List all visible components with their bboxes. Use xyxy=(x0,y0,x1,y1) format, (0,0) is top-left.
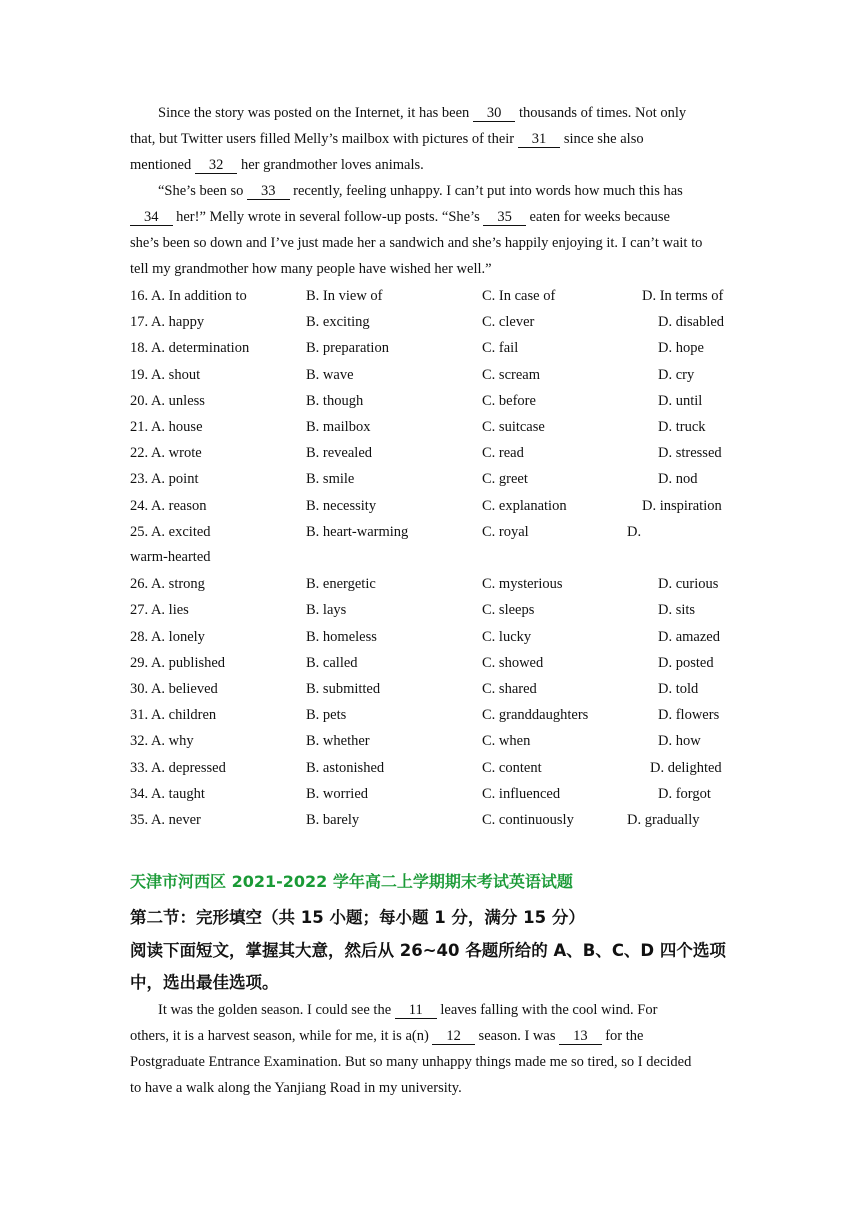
text-segment: that, but Twitter users filled Melly’s mailbox with pictures of their xyxy=(130,131,518,147)
option-d: D. gradually xyxy=(627,812,700,828)
option-d: D. xyxy=(627,523,642,540)
option-c: C. fail xyxy=(482,340,519,357)
passage-line xyxy=(130,262,492,277)
text-segment: others, it is a harvest season, while for me, it is a(n) xyxy=(130,1028,433,1044)
blank-30: 30 xyxy=(473,105,516,122)
passage-line xyxy=(130,1055,691,1070)
option-a: 17. A. happy xyxy=(130,314,205,331)
text-segment: “She’s been so xyxy=(158,183,247,199)
passage-line xyxy=(130,132,644,147)
text-segment: to have a walk along the Yanjiang Road in my university. xyxy=(130,1080,462,1096)
option-b: B. wave xyxy=(306,366,354,383)
option-b: B. In view of xyxy=(306,288,383,304)
option-d: D. curious xyxy=(658,576,719,593)
option-d: D. disabled xyxy=(658,314,725,331)
option-c: C. mysterious xyxy=(482,576,563,593)
text-segment: her!” Melly wrote in several follow-up posts. “She’s xyxy=(172,209,484,225)
text-segment: Since the story was posted on the Internet, it has been xyxy=(158,105,473,121)
section-instruction: 阅读下面短文，掌握其大意，然后从 26~40 各题所给的 A、B、C、D 四个选项 xyxy=(130,941,726,960)
option-a: 19. A. shout xyxy=(130,366,201,383)
option-a: 29. A. published xyxy=(130,654,226,671)
text-segment: since she also xyxy=(560,131,644,147)
option-c: C. when xyxy=(482,733,531,750)
option-a: 16. A. In addition to xyxy=(130,288,247,304)
option-b: B. whether xyxy=(306,733,370,750)
option-b: B. energetic xyxy=(306,576,376,593)
option-a: 20. A. unless xyxy=(130,392,205,409)
option-c: C. In case of xyxy=(482,288,556,304)
passage-line xyxy=(130,236,702,251)
option-b: B. smile xyxy=(306,471,355,488)
option-b: B. preparation xyxy=(306,340,389,357)
option-b: B. lays xyxy=(306,602,347,619)
text-segment: eaten for weeks because xyxy=(525,209,670,225)
option-a: 30. A. believed xyxy=(130,681,218,697)
option-a: 24. A. reason xyxy=(130,497,207,514)
option-a: 22. A. wrote xyxy=(130,445,202,462)
option-c: C. read xyxy=(482,445,524,462)
option-d: D. amazed xyxy=(658,628,720,645)
option-a: 21. A. house xyxy=(130,419,203,435)
option-b: B. called xyxy=(306,654,358,671)
section-subtitle: 第二节：完形填空（共 15 小题；每小题 1 分，满分 15 分） xyxy=(130,908,585,927)
option-c: C. continuously xyxy=(482,812,574,828)
option-c: C. content xyxy=(482,759,542,776)
option-b: B. though xyxy=(306,392,364,409)
option-a: 35. A. never xyxy=(130,812,201,828)
option-d: D. delighted xyxy=(650,759,722,776)
option-c: C. before xyxy=(482,392,536,409)
text-segment: season. I was xyxy=(474,1028,560,1044)
option-a: 18. A. determination xyxy=(130,340,250,357)
option-c: C. shared xyxy=(482,681,537,697)
section-instruction: 中，选出最佳选项。 xyxy=(130,973,279,992)
option-d: D. cry xyxy=(658,366,695,383)
option-c: C. clever xyxy=(482,314,535,331)
option-a: 31. A. children xyxy=(130,707,217,724)
passage-line xyxy=(130,1081,462,1096)
blank-32: 32 xyxy=(195,157,238,174)
section-title: 天津市河西区 2021-2022 学年高二上学期期末考试英语试题 xyxy=(130,872,573,891)
option-d: D. posted xyxy=(658,654,714,671)
blank-33: 33 xyxy=(247,183,290,200)
option-d: D. how xyxy=(658,733,701,750)
option-d: D. nod xyxy=(658,471,698,488)
option-b: B. pets xyxy=(306,707,347,724)
blank-35: 35 xyxy=(483,209,526,226)
text-segment: mentioned xyxy=(130,157,195,173)
option-c: C. influenced xyxy=(482,785,561,802)
passage-line xyxy=(158,106,686,121)
option-a: 26. A. strong xyxy=(130,576,205,593)
option-b: B. astonished xyxy=(306,759,385,776)
option-a: 28. A. lonely xyxy=(130,628,205,645)
option-b: B. exciting xyxy=(306,314,370,331)
passage-line xyxy=(158,1003,657,1018)
passage-line xyxy=(130,210,670,225)
option-b: B. necessity xyxy=(306,497,377,514)
option-c: C. explanation xyxy=(482,497,567,514)
option-d: D. truck xyxy=(658,419,706,435)
option-c: C. scream xyxy=(482,366,540,383)
option-c: C. lucky xyxy=(482,628,532,645)
option-d: D. flowers xyxy=(658,707,720,724)
option-d: D. told xyxy=(658,681,699,697)
text-segment: she’s been so down and I’ve just made her a sandwich and she’s happily enjoying it. I can’t wait to xyxy=(130,235,703,251)
blank-12: 12 xyxy=(432,1028,475,1045)
option-d: D. hope xyxy=(658,340,704,357)
text-segment: her grandmother loves animals. xyxy=(237,157,424,173)
option-a: 23. A. point xyxy=(130,471,199,488)
option-d: D. until xyxy=(658,392,703,409)
option-b: B. mailbox xyxy=(306,419,371,435)
option-b: B. revealed xyxy=(306,445,373,462)
option-d: D. stressed xyxy=(658,445,722,462)
option-c: C. greet xyxy=(482,471,528,488)
text-segment: Postgraduate Entrance Examination. But so many unhappy things made me so tired, so I decided xyxy=(130,1054,692,1070)
option-b: B. submitted xyxy=(306,681,381,697)
option-a: 33. A. depressed xyxy=(130,759,226,776)
option-c: C. suitcase xyxy=(482,419,545,435)
option-c: C. granddaughters xyxy=(482,707,589,724)
option-d: D. In terms of xyxy=(642,288,724,304)
text-segment: thousands of times. Not only xyxy=(515,105,687,121)
option-c: C. showed xyxy=(482,654,544,671)
blank-34: 34 xyxy=(130,209,173,226)
blank-13: 13 xyxy=(559,1028,602,1045)
text-segment: tell my grandmother how many people have wished her well.” xyxy=(130,261,492,277)
option-d: D. inspiration xyxy=(642,497,722,514)
blank-31: 31 xyxy=(518,131,561,148)
passage-line xyxy=(158,184,683,199)
passage-line xyxy=(130,1029,643,1044)
option-a: 34. A. taught xyxy=(130,785,205,802)
option-a: 27. A. lies xyxy=(130,602,189,619)
option-c: C. royal xyxy=(482,523,529,540)
option-a: 25. A. excited xyxy=(130,523,211,540)
text-segment: It was the golden season. I could see the xyxy=(158,1002,395,1018)
option-d: D. sits xyxy=(658,602,696,619)
text-segment: for the xyxy=(601,1028,644,1044)
option-a: 32. A. why xyxy=(130,733,194,750)
option-b: B. barely xyxy=(306,812,360,828)
option-b: B. worried xyxy=(306,785,369,802)
option-b: B. heart-warming xyxy=(306,523,409,540)
passage-line xyxy=(130,158,424,173)
text-segment: leaves falling with the cool wind. For xyxy=(436,1002,658,1018)
option-b: B. homeless xyxy=(306,628,377,645)
option-d: D. forgot xyxy=(658,785,711,802)
option-wrap-25: warm-hearted xyxy=(130,549,211,565)
blank-11: 11 xyxy=(395,1002,437,1019)
text-segment: recently, feeling unhappy. I can’t put into words how much this has xyxy=(289,183,683,199)
option-c: C. sleeps xyxy=(482,602,535,619)
